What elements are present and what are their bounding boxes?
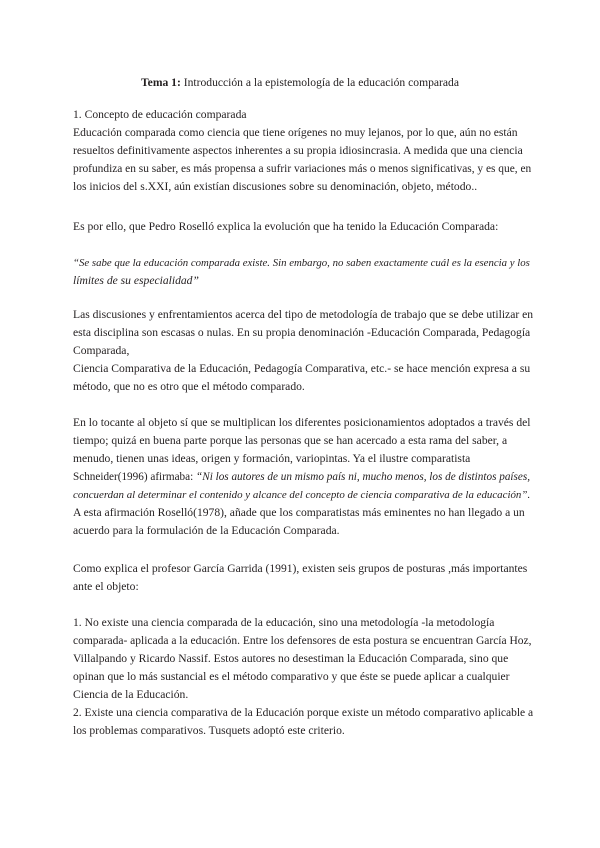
paragraph-line: A esta afirmación Roselló(1978), añade que los comparatistas más eminentes no han llegado a un <box>73 506 525 519</box>
paragraph-line: ante el objeto: <box>73 580 139 593</box>
paragraph-line: tiempo; quizá en buena parte porque las personas que se han acercado a esta rama del saber, a <box>73 434 508 447</box>
paragraph-line <box>73 468 533 486</box>
list-line: opinan que lo más sustancial es el método comparativo y que éste se puede aplicar a cualquier <box>73 670 510 683</box>
list-line: los problemas comparativos. Tusquets adoptó este criterio. <box>73 724 345 737</box>
title-bold: Tema 1: <box>141 76 181 89</box>
paragraph-line: En lo tocante al objeto sí que se multiplican los diferentes posicionamientos adoptados a través del <box>73 416 531 429</box>
section-1 <box>73 106 533 196</box>
list-line: 2. Existe una ciencia comparativa de la Educación porque existe un método comparativo aplicable a <box>73 707 534 719</box>
paragraph-line: Ciencia Comparativa de la Educación, Pedagogía Comparativa, etc.- se hace mención expresa a su <box>73 362 531 375</box>
section-line: los inicios del s.XXI, aún existían discusiones sobre su denominación, objeto, método.. <box>73 180 478 193</box>
paragraph-line: acuerdo para la formulación de la Educación Comparada. <box>73 524 340 537</box>
title-rest: Introducción a la epistemología de la educación comparada <box>180 76 459 89</box>
paragraph-4 <box>73 414 533 540</box>
section-heading: 1. Concepto de educación comparada <box>73 108 247 121</box>
paragraph-line: menudo, tienen unas ideas, origen y formación, variopintas. Ya el ilustre comparatista <box>73 452 471 465</box>
quote-line: “Se sabe que la educación comparada existe. Sin embargo, no saben exactamente cuál es la esencia y los <box>73 257 530 269</box>
citation-quote: “Ni los autores de un mismo país ni, mucho menos, los de distintos países, <box>196 471 530 483</box>
list-line: 1. No existe una ciencia comparada de la educación, sino una metodología -la metodología <box>73 616 495 629</box>
section-line: Educación comparada como ciencia que tiene orígenes no muy lejanos, por lo que, aún no están <box>73 126 518 139</box>
paragraph-line: método, que no es otro que el método comparado. <box>73 380 305 393</box>
paragraph-line: Comparada, <box>73 344 130 357</box>
paragraph-3 <box>73 306 533 396</box>
paragraph-6 <box>73 614 533 740</box>
section-line: resueltos definitivamente aspectos inherentes a su propia idiosincrasia. A medida que una ciencia <box>73 144 523 157</box>
paragraph-2 <box>73 218 533 236</box>
paragraph-line: Como explica el profesor García Garrida (1991), existen seis grupos de posturas ,más importantes <box>73 562 528 575</box>
paragraph-line: esta disciplina son escasas o nulas. En su propia denominación -Educación Comparada, Pedagogía <box>73 326 531 339</box>
quote-line: límites de su especialidad” <box>73 274 199 287</box>
list-line: comparada- aplicada a la educación. Entre los defensores de esta postura se encuentran García Hoz, <box>73 635 532 647</box>
paragraph-5 <box>73 560 533 596</box>
section-line: profundiza en su saber, es más propensa a sufrir variaciones más o menos significativas, y es que, en <box>73 163 532 175</box>
paragraph-line: Es por ello, que Pedro Roselló explica la evolución que ha tenido la Educación Comparada: <box>73 220 499 233</box>
paragraph-line: Las discusiones y enfrentamientos acerca del tipo de metodología de trabajo que se debe utilizar en <box>73 308 534 321</box>
citation-plain: Schneider(1996) afirmaba: <box>73 471 197 483</box>
list-line: Villalpando y Ricardo Nassif. Estos autores no desestiman la Educación Comparada, sino que <box>73 652 509 665</box>
page-title <box>0 74 600 91</box>
citation-quote-line: concuerdan al determinar el contenido y alcance del concepto de ciencia comparativa de la educación”. <box>73 489 531 501</box>
list-line: Ciencia de la Educación. <box>73 688 189 701</box>
quote-rosello <box>73 254 533 290</box>
